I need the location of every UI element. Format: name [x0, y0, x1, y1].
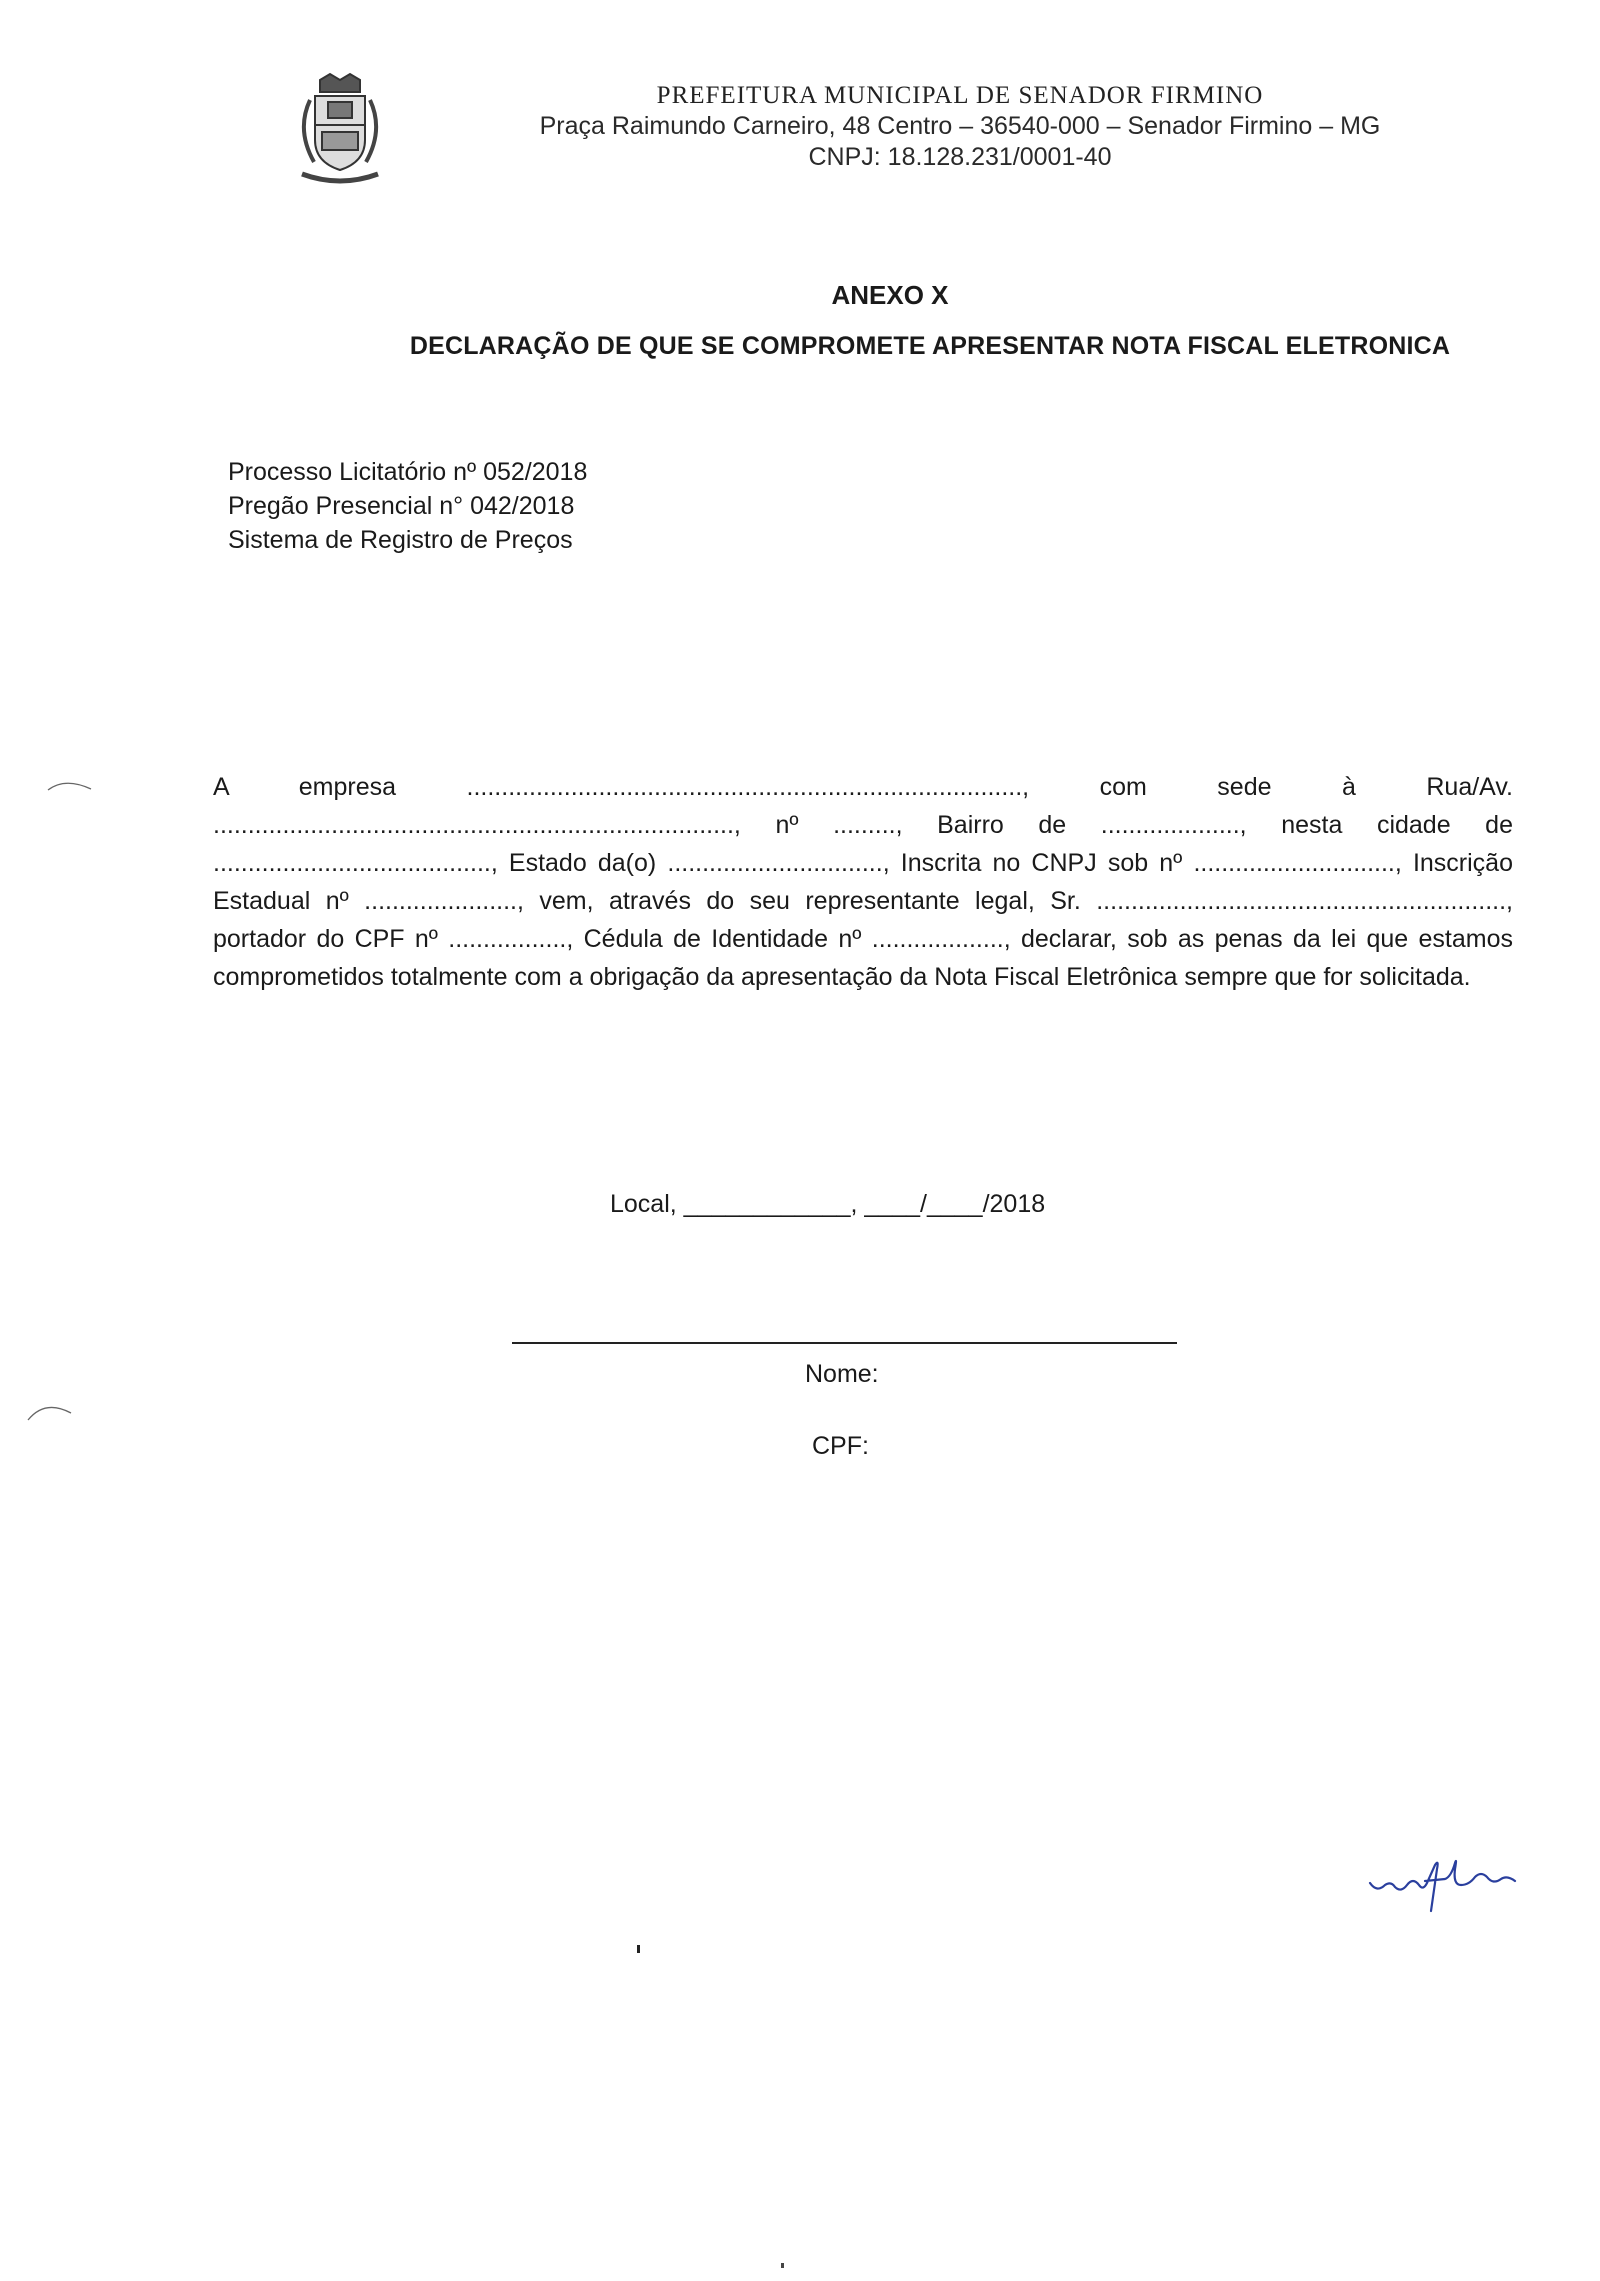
- scan-dot-icon: [780, 2262, 786, 2270]
- nome-label: Nome:: [805, 1360, 879, 1388]
- cpf-label: CPF:: [812, 1432, 869, 1460]
- organization-name: PREFEITURA MUNICIPAL DE SENADOR FIRMINO: [656, 82, 1264, 109]
- declaration-title: DECLARAÇÃO DE QUE SE COMPROMETE APRESENTAR NOTA FISCAL ELETRONICA: [409, 332, 1451, 360]
- declaration-body: A empresa ................................................................................, com sede à Rua/Av. ..........................................................................., nº ........., Bairro de ...................., nesta cidade de ........................................, Estado da(o) ..............................., Inscrita no CNPJ sob nº ............................., Inscrição Estadual nº ......................, vem, através do seu representante legal, Sr. ..........................................................., portador do CPF nº ................., Cédula de Identidade nº ..................., declarar, sob as penas da lei que estamos comprometidos totalmente com a obrigação da apresentação da Nota Fiscal Eletrônica sempre que for solicitada.: [213, 773, 1513, 991]
- annex-title: ANEXO X: [831, 280, 949, 310]
- scan-dot-icon: [636, 1944, 642, 1954]
- local-date-line: Local, ____________, ____/____/2018: [610, 1190, 1046, 1218]
- municipal-crest-icon: [290, 70, 390, 188]
- signature-line: [512, 1342, 1177, 1344]
- process-info: [228, 455, 587, 557]
- scan-mark-icon: [25, 1395, 75, 1425]
- scan-mark-icon: [45, 775, 95, 795]
- letterhead: [480, 82, 1440, 172]
- initials-signature-icon: [1365, 1855, 1535, 1915]
- organization-address: Praça Raimundo Carneiro, 48 Centro – 36540-000 – Senador Firmino – MG: [539, 112, 1381, 140]
- registry-system: Sistema de Registro de Preços: [228, 526, 573, 554]
- auction-number: Pregão Presencial n° 042/2018: [228, 492, 575, 520]
- process-number: Processo Licitatório nº 052/2018: [228, 458, 588, 486]
- organization-cnpj: CNPJ: 18.128.231/0001-40: [808, 143, 1112, 171]
